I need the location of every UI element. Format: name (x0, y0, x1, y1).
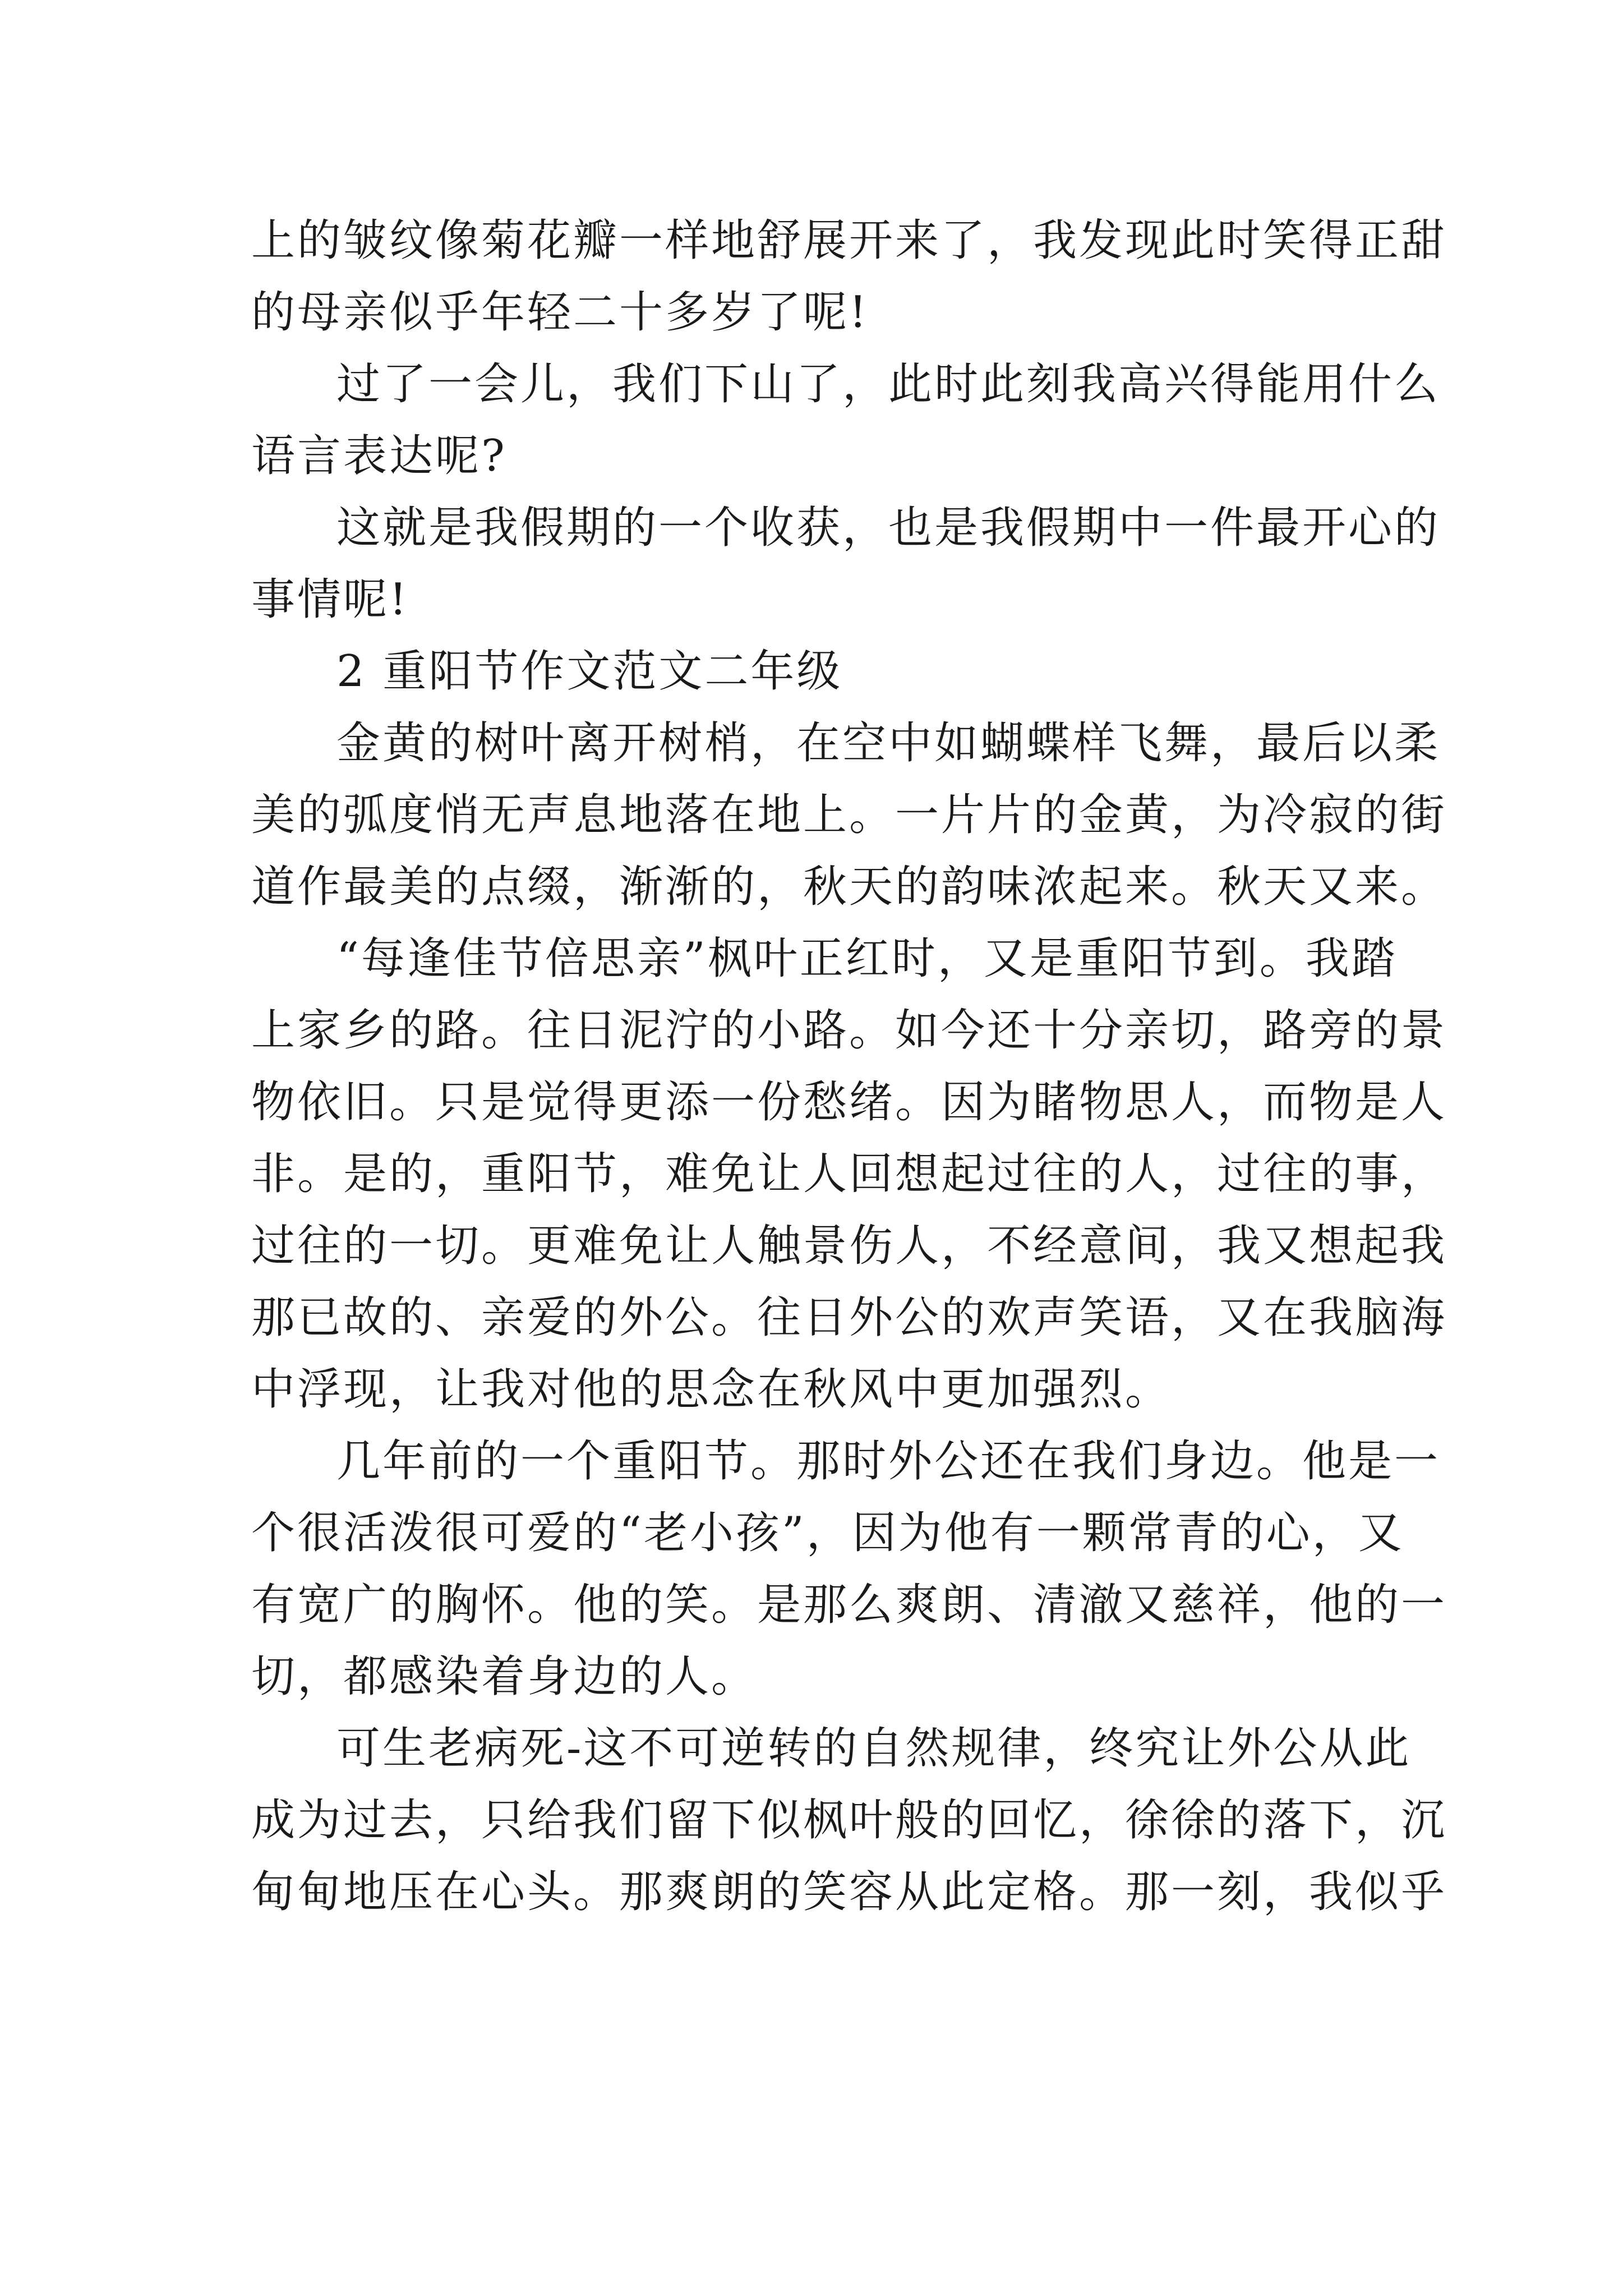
text-line: 甸甸地压在心头。那爽朗的笑容从此定格。那一刻，我似乎 (251, 1867, 1447, 1917)
text-line: 语言表达呢? (251, 431, 507, 481)
text-line: 个很活泼很可爱的“老小孩”，因为他有一颗常青的心，又 (251, 1508, 1404, 1558)
text-line: 事情呢! (251, 574, 409, 625)
text-line: 上的皱纹像菊花瓣一样地舒展开来了，我发现此时笑得正甜 (251, 215, 1447, 266)
section-heading: 2 重阳节作文范文二年级 (336, 646, 843, 697)
paragraph-start-line: 这就是我假期的一个收获，也是我假期中一件最开心的 (336, 503, 1441, 553)
text-line: 的母亲似乎年轻二十多岁了呢! (251, 287, 869, 338)
text-line: 切，都感染着身边的人。 (251, 1651, 758, 1702)
document-body (251, 205, 1447, 1928)
text-line: 美的弧度悄无声息地落在地上。一片片的金黄，为冷寂的街 (251, 790, 1447, 840)
text-line: 道作最美的点缀，渐渐的，秋天的韵味浓起来。秋天又来。 (251, 862, 1447, 912)
paragraph-start-line: 可生老病死-这不可逆转的自然规律，终究让外公从此 (336, 1723, 1412, 1774)
text-line: 物依旧。只是觉得更添一份愁绪。因为睹物思人，而物是人 (251, 1077, 1447, 1128)
text-line: 过往的一切。更难免让人触景伤人，不经意间，我又想起我 (251, 1221, 1447, 1271)
text-line: 有宽广的胸怀。他的笑。是那么爽朗、清澈又慈祥，他的一 (251, 1580, 1447, 1630)
text-line: 那已故的、亲爱的外公。往日外公的欢声笑语，又在我脑海 (251, 1292, 1447, 1343)
text-line: 上家乡的路。往日泥泞的小路。如今还十分亲切，路旁的景 (251, 1005, 1447, 1056)
paragraph-start-line: 过了一会儿，我们下山了，此时此刻我高兴得能用什么 (336, 359, 1441, 409)
text-line: 成为过去，只给我们留下似枫叶般的回忆，徐徐的落下，沉 (251, 1795, 1447, 1846)
paragraph-start-line: 金黄的树叶离开树梢，在空中如蝴蝶样飞舞，最后以柔 (336, 718, 1441, 769)
paragraph-start-line: “每逢佳节倍思亲”枫叶正红时，又是重阳节到。我踏 (336, 933, 1398, 984)
text-line: 中浮现，让我对他的思念在秋风中更加强烈。 (251, 1364, 1172, 1415)
text-line: 非。是的，重阳节，难免让人回想起过往的人，过往的事， (251, 1149, 1447, 1199)
paragraph-start-line: 几年前的一个重阳节。那时外公还在我们身边。他是一 (336, 1436, 1441, 1487)
